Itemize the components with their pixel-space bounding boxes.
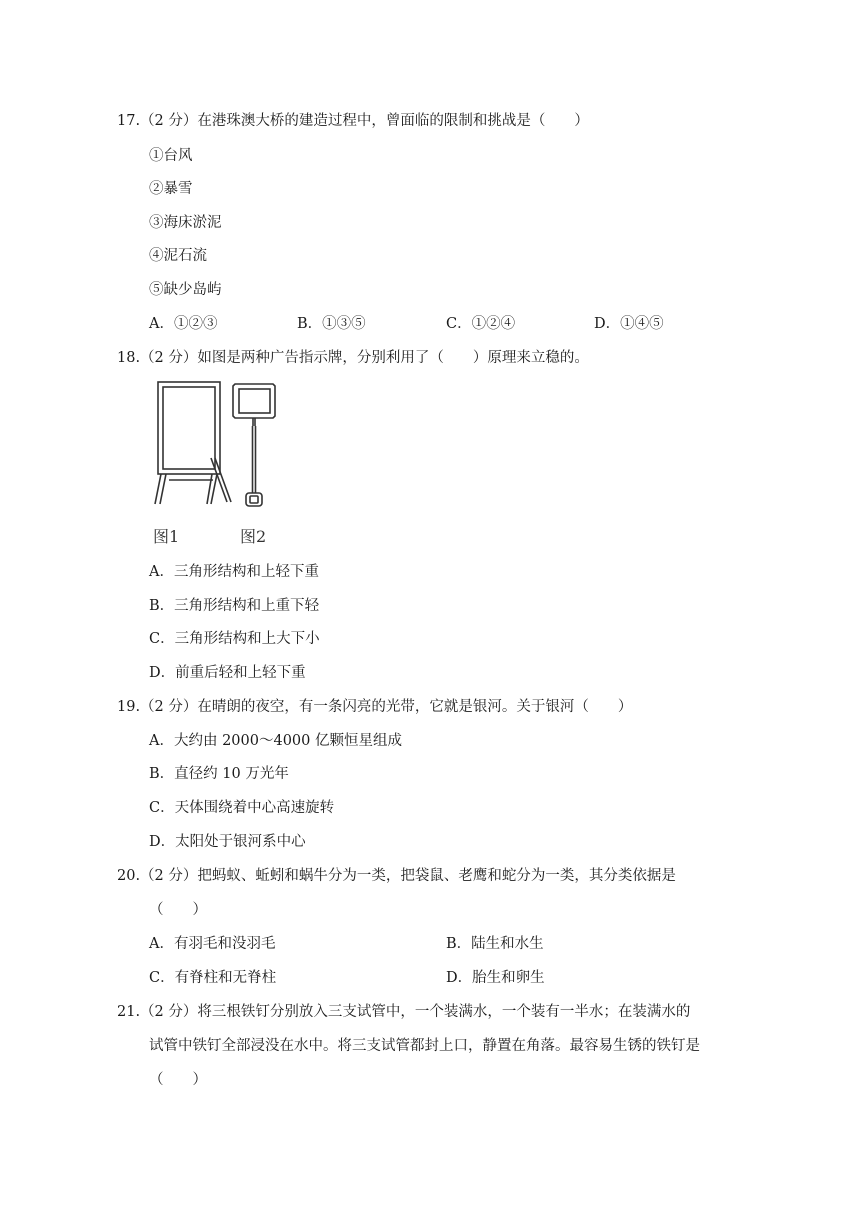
q18-option-a: A．三角形结构和上轻下重 <box>149 564 319 580</box>
signboard-figure <box>147 380 317 550</box>
q18-option-d: D．前重后轻和上轻下重 <box>149 665 306 681</box>
figure-1-label: 图1 <box>153 527 180 546</box>
figure-2-label: 图2 <box>240 527 267 546</box>
q19-option-d: D．太阳处于银河系中心 <box>149 834 306 850</box>
q20-option-a: A．有羽毛和没羽毛 <box>149 936 276 952</box>
q17-item-2: ②暴雪 <box>149 181 193 197</box>
pole-sign-drawing <box>233 384 275 506</box>
q21-stem-line-3: （ ） <box>149 1072 207 1088</box>
q18-stem: 18.（2 分）如图是两种广告指示牌，分别利用了（ ）原理来立稳的。 <box>117 350 589 366</box>
q17-stem: 17.（2 分）在港珠澳大桥的建造过程中，曾面临的限制和挑战是（ ） <box>117 113 589 129</box>
q20-stem-line-2: （ ） <box>149 902 207 918</box>
q20-option-b: B．陆生和水生 <box>446 936 544 952</box>
q20-stem-line-1: 20.（2 分）把蚂蚁、蚯蚓和蜗牛分为一类，把袋鼠、老鹰和蛇分为一类，其分类依据是 <box>117 868 676 884</box>
q21-stem-line-2: 试管中铁钉全部浸没在水中。将三支试管都封上口，静置在角落。最容易生锈的铁钉是 <box>149 1038 700 1054</box>
q17-option-c: C．①②④ <box>446 316 516 332</box>
q18-option-c: C．三角形结构和上大下小 <box>149 631 320 647</box>
q19-option-b: B．直径约 10 万光年 <box>149 766 289 782</box>
q17-item-3: ③海床淤泥 <box>149 215 222 231</box>
q20-option-c: C．有脊柱和无脊柱 <box>149 970 277 986</box>
q17-option-a: A．①②③ <box>149 316 218 332</box>
q20-option-d: D．胎生和卵生 <box>446 970 545 986</box>
q19-option-c: C．天体围绕着中心高速旋转 <box>149 800 335 816</box>
q19-option-a: A．大约由 2000～4000 亿颗恒星组成 <box>149 733 402 749</box>
q17-item-1: ①台风 <box>149 148 193 164</box>
q17-item-4: ④泥石流 <box>149 248 207 264</box>
q21-stem-line-1: 21.（2 分）将三根铁钉分别放入三支试管中，一个装满水，一个装有一半水；在装满水的 <box>117 1004 691 1020</box>
q19-stem: 19.（2 分）在晴朗的夜空，有一条闪亮的光带，它就是银河。关于银河（ ） <box>117 699 633 715</box>
q18-option-b: B．三角形结构和上重下轻 <box>149 598 320 614</box>
q17-option-d: D．①④⑤ <box>594 316 664 332</box>
q17-option-b: B．①③⑤ <box>297 316 366 332</box>
easel-sign-drawing <box>155 382 231 504</box>
q17-item-5: ⑤缺少岛屿 <box>149 282 222 298</box>
